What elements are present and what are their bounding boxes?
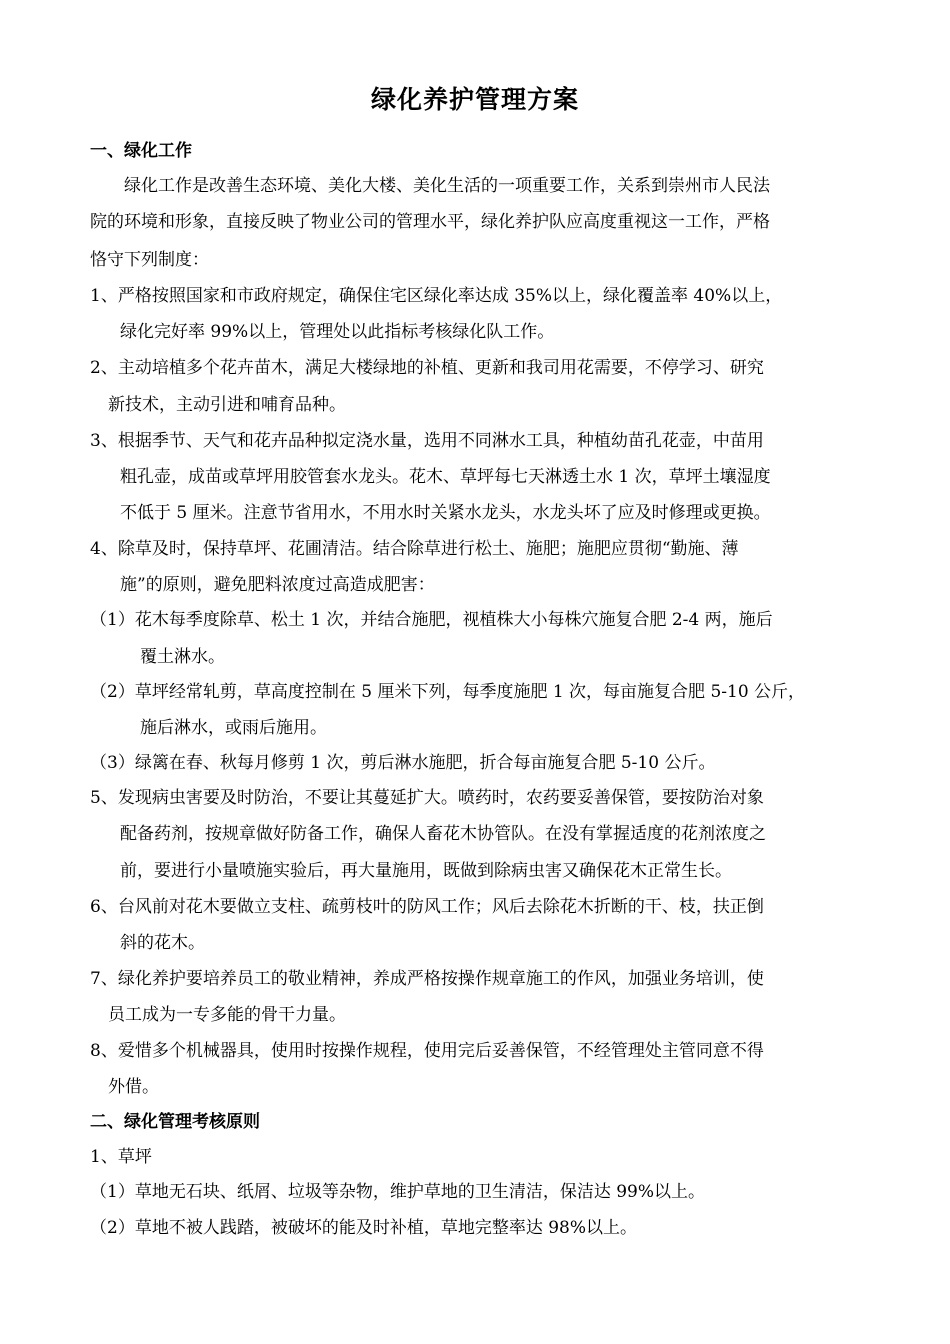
item4-sub2-line-2: 施后淋水，或雨后施用。	[140, 718, 327, 738]
item6-line-2: 斜的花木。	[120, 933, 205, 953]
item1-line-1: 1、严格按照国家和市政府规定，确保住宅区绿化率达成 35%以上，绿化覆盖率 40%以上，	[90, 286, 783, 306]
item7-line-2: 员工成为一专多能的骨干力量。	[108, 1005, 346, 1025]
item5-line-3: 前，要进行小量喷施实验后，再大量施用，既做到除病虫害又确保花木正常生长。	[120, 861, 732, 881]
item5-line-2: 配备药剂，按规章做好防备工作，确保人畜花木协管队。在没有掌握适度的花剂浓度之	[120, 824, 766, 844]
item3-line-2: 粗孔壶，成苗或草坪用胶管套水龙头。花木、草坪每七天淋透土水 1 次，草坪土壤湿度	[120, 467, 771, 487]
lawn-item-2: （2）草地不被人践踏，被破坏的能及时补植，草地完整率达 98%以上。	[90, 1218, 638, 1238]
item8-line-2: 外借。	[108, 1077, 159, 1097]
item3-line-3: 不低于 5 厘米。注意节省用水，不用水时关紧水龙头，水龙头坏了应及时修理或更换。	[120, 503, 771, 523]
item4-sub3-line-1: （3）绿篱在春、秋每月修剪 1 次，剪后淋水施肥，折合每亩施复合肥 5-10 公斤。	[90, 753, 716, 773]
intro-line-2: 院的环境和形象，直接反映了物业公司的管理水平，绿化养护队应高度重视这一工作，严格	[90, 212, 770, 232]
item2-line-1: 2、主动培植多个花卉苗木，满足大楼绿地的补植、更新和我司用花需要，不停学习、研究	[90, 358, 764, 378]
item3-line-1: 3、根据季节、天气和花卉品种拟定浇水量，选用不同淋水工具，种植幼苗孔花壶，中苗用	[90, 431, 764, 451]
lawn-item-1: （1）草地无石块、纸屑、垃圾等杂物，维护草地的卫生清洁，保洁达 99%以上。	[90, 1182, 706, 1202]
item4-sub2-line-1: （2）草坪经常轧剪，草高度控制在 5 厘米下列，每季度施肥 1 次，每亩施复合肥 5-10 公斤，	[90, 682, 806, 702]
item4-line-2: 施”的原则，避免肥料浓度过高造成肥害：	[120, 575, 435, 595]
item1-line-2: 绿化完好率 99%以上，管理处以此指标考核绿化队工作。	[120, 322, 555, 342]
item4-line-1: 4、除草及时，保持草坪、花圃清洁。结合除草进行松土、施肥；施肥应贯彻“勤施、薄	[90, 539, 739, 559]
intro-line-1: 绿化工作是改善生态环境、美化大楼、美化生活的一项重要工作，关系到崇州市人民法	[124, 176, 770, 196]
item4-sub1-line-2: 覆土淋水。	[140, 647, 225, 667]
section1-heading: 一、绿化工作	[90, 141, 192, 161]
item6-line-1: 6、台风前对花木要做立支柱、疏剪枝叶的防风工作；风后去除花木折断的干、枝，扶正倒	[90, 897, 764, 917]
lawn-subheading: 1、草坪	[90, 1147, 152, 1167]
item7-line-1: 7、绿化养护要培养员工的敬业精神，养成严格按操作规章施工的作风，加强业务培训，使	[90, 969, 764, 989]
item4-sub1-line-1: （1）花木每季度除草、松土 1 次，并结合施肥，视植株大小每株穴施复合肥 2-4 两，施后	[90, 610, 773, 630]
intro-line-3: 恪守下列制度：	[90, 250, 209, 270]
section2-heading: 二、绿化管理考核原则	[90, 1112, 260, 1132]
item8-line-1: 8、爱惜多个机械器具，使用时按操作规程，使用完后妥善保管，不经管理处主管同意不得	[90, 1041, 764, 1061]
document-title: 绿化养护管理方案	[370, 85, 579, 114]
item5-line-1: 5、发现病虫害要及时防治，不要让其蔓延扩大。喷药时，农药要妥善保管，要按防治对象	[90, 788, 764, 808]
item2-line-2: 新技术，主动引进和哺育品种。	[108, 395, 346, 415]
